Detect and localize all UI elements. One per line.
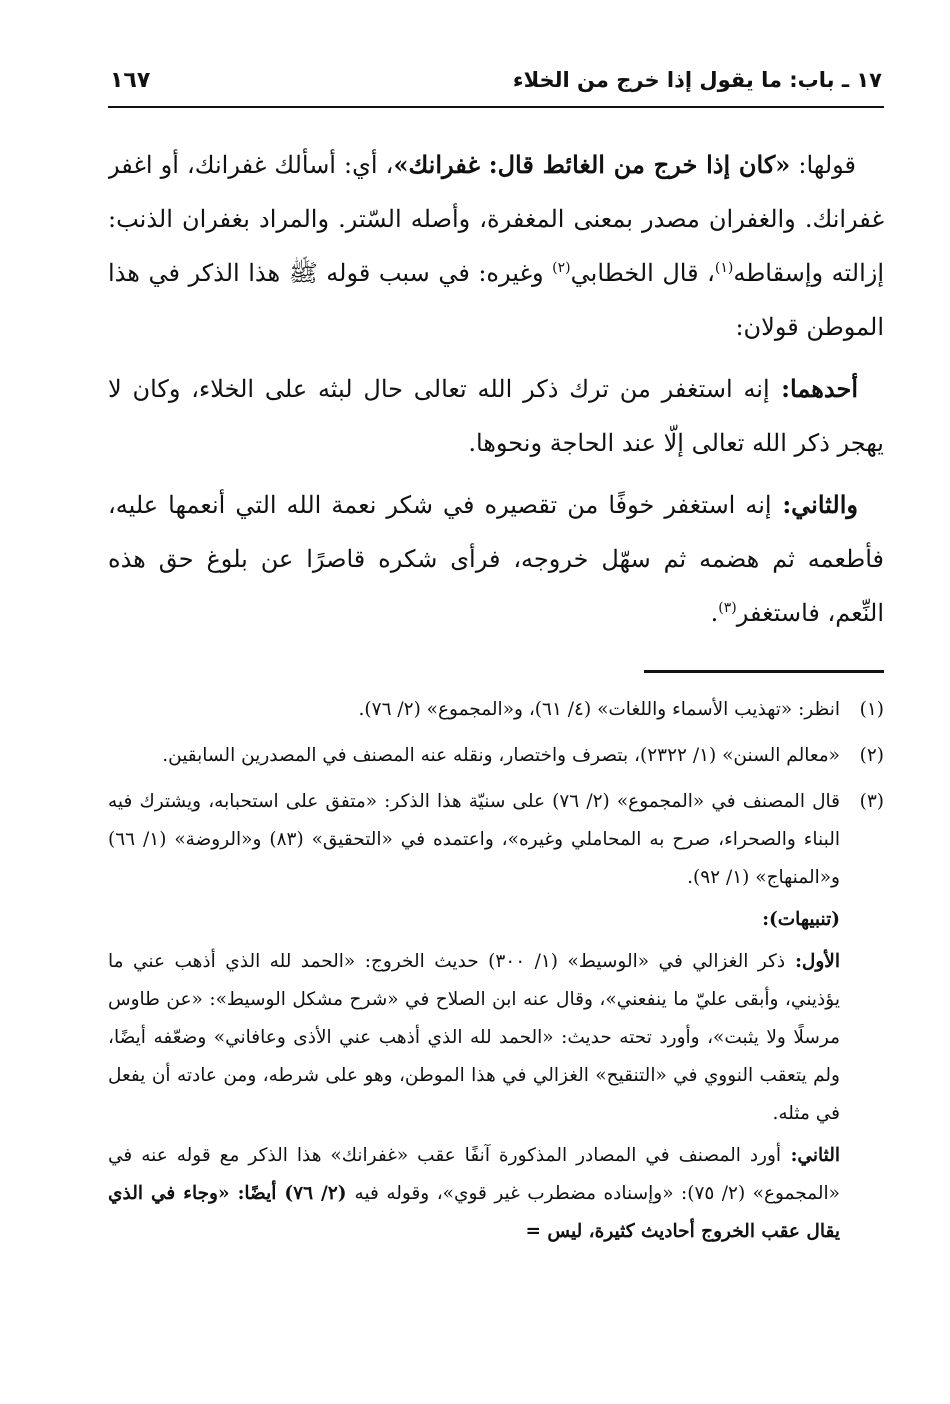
note-second [108,1137,840,1251]
paragraph-3 [108,478,884,640]
footnote-text: «معالم السنن» (١/ ٢٣٢٢)، بتصرف واختصار، ونقله عنه المصنف في المصدرين السابقين. [162,745,840,766]
book-page [108,62,884,1382]
note-second-label: الثاني: [781,1145,840,1166]
footnote-ref-1[interactable]: (١) [714,260,734,276]
page-number: ١٦٧ [110,68,151,93]
note-first-text: ذكر الغزالي في «الوسيط» (١/ ٣٠٠) حديث الخروج: «الحمد لله الذي أذهب عني ما يؤذيني، وأبقى عليّ ما ينفعني»، وقال عنه ابن الصلاح في «شرح مشكل الوسيط»: «عن طاوس مرسلًا ولا يثبت»، وأورد تحته حديث: «الحمد لله الذي أذهب عني الأذى وعافاني» وضعّفه أيضًا، ولم يتعقب النووي في «التنقيح» الغزالي في هذا الموطن، وهو على شرطه، ومن عادته أن يفعل في مثله. [108,951,840,1124]
p1-text-a: ، أي: أسألك غفرانك، أو اغفر غفرانك. والغفران مصدر بمعنى المغفرة، وأصله السّتر. والمراد بغفران الذنب: إزالته وإسقاطه [108,151,884,287]
p3-label: والثاني: [771,490,858,519]
footnote-1 [108,691,884,733]
footnote-2 [108,737,884,779]
p1-lead: قولها: [790,151,857,179]
footnote-ref-3[interactable]: (٣) [718,600,737,616]
footnote-rule-wrap [108,648,884,691]
footnote-3 [108,783,884,1255]
notes-heading: (تنبيهات): [762,909,840,930]
note-first-label: الأول: [785,951,840,972]
chapter-title: ١٧ ـ باب: ما يقول إذا خرج من الخلاء [512,68,882,92]
footnote-number: (٣) [859,791,884,812]
main-text [108,138,884,640]
p1-text-b: ، قال الخطابي [570,259,715,287]
p1-text-c: وغيره: في سبب قوله ﷺ هذا الذكر في هذا الموطن قولان: [108,259,884,341]
footnote-text: قال المصنف في «المجموع» (٢/ ٧٦) على سنيّة هذا الذكر: «متفق على استحبابه، ويشترك فيه البناء والصحراء، صرح به المحاملي وغيره»، واعتمده في «التحقيق» (٨٣) و«الروضة» (١/ ٦٦) و«المنهاج» (١/ ٩٢). [108,791,841,888]
running-header [108,62,884,108]
note-second-text: أورد المصنف في المصادر المذكورة آنفًا عقب «غفرانك» هذا الذكر مع قوله عنه في «المجموع» (٢/ ٧٥): «وإسناده مضطرب غير قوي»، وقوله فيه [108,1145,840,1204]
footnote-number: (٢) [859,745,884,766]
footnote-ref-2[interactable]: (٢) [552,260,571,276]
p1-quote: «كان إذا خرج من الغائط قال: غفرانك» [393,150,791,179]
paragraph-1 [108,138,884,354]
p2-label: أحدهما: [769,374,858,403]
p3-text: إنه استغفر خوفًا من تقصيره في شكر نعمة الله التي أنعمها عليه، فأطعمه ثم هضمه ثم سهّل خروجه، فرأى شكره قاصرًا عن بلوغ حق هذه النِّعم، فاستغفر [108,491,884,627]
paragraph-2 [108,362,884,470]
footnotes [108,691,884,1255]
p3-end: . [710,599,719,627]
p2-text: إنه استغفر من ترك ذكر الله تعالى حال لبثه على الخلاء، وكان لا يهجر ذكر الله تعالى إلّا عند الحاجة ونحوها. [108,375,884,457]
note-second-bold: (٢/ ٧٦) أيضًا: «وجاء في الذي يقال عقب الخروج أحاديث كثيرة، ليس = [108,1183,840,1242]
footnote-text: انظر: «تهذيب الأسماء واللغات» (٤/ ٦١)، و«المجموع» (٢/ ٧٦). [358,699,840,720]
footnote-number: (١) [859,699,884,720]
footnote-separator [644,670,884,673]
note-first [108,943,840,1133]
